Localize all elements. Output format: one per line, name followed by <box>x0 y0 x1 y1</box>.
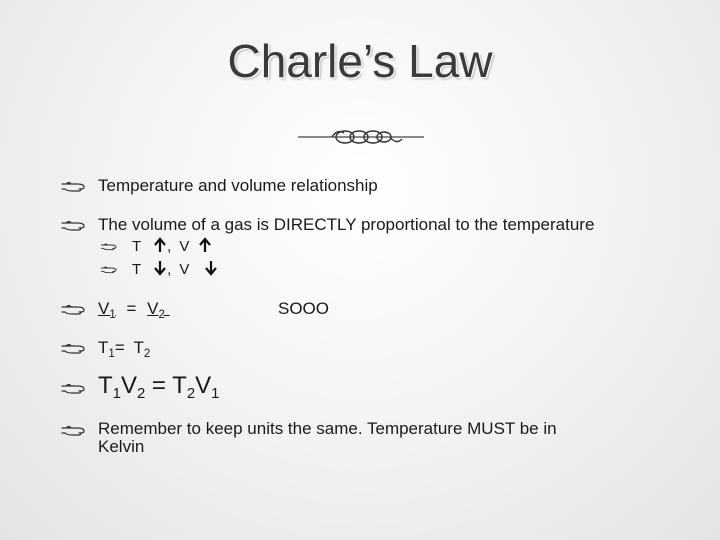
hand-pointing-right-icon <box>60 341 90 357</box>
equals-sign: = <box>114 338 125 357</box>
t-symbol: T <box>172 372 187 399</box>
ratio-numerator <box>98 299 170 322</box>
v-symbol: V <box>120 372 137 399</box>
v-symbol: V <box>98 299 110 318</box>
hand-pointing-right-icon <box>60 302 90 318</box>
hand-pointing-right-icon <box>100 263 120 277</box>
arrow-up-icon <box>198 237 212 253</box>
reminder-line-2: Kelvin <box>98 437 145 456</box>
sub-bullet-increase <box>132 237 212 255</box>
v-label: V <box>179 238 190 255</box>
reminder-line-1: Remember to keep units the same. Temperature MUST be in <box>98 419 557 438</box>
arrow-down-icon <box>153 260 167 276</box>
arrow-up-icon <box>153 237 167 253</box>
decorative-swirl-divider-icon <box>298 124 424 150</box>
slide-title: Charle’s Law <box>227 35 493 87</box>
v-subscript: 2 <box>158 309 165 322</box>
hand-pointing-right-icon <box>60 423 90 439</box>
v-subscript: 2 <box>136 386 146 403</box>
t-label: T <box>132 238 141 255</box>
sooo-note: SOOO <box>278 299 330 318</box>
t-symbol: T <box>98 372 113 399</box>
v-subscript: 1 <box>211 386 220 403</box>
t-subscript: 1 <box>108 348 115 361</box>
ratio-denominator <box>98 338 151 361</box>
v2-term <box>147 299 170 322</box>
v-symbol: V <box>195 372 212 399</box>
hand-pointing-right-icon <box>60 179 90 195</box>
v-subscript: 1 <box>109 309 116 322</box>
v1-term <box>98 299 116 322</box>
hand-pointing-right-icon <box>100 240 120 254</box>
t-subscript: 2 <box>186 386 196 403</box>
equals-sign: = <box>151 372 166 399</box>
equals-sign: = <box>126 299 137 318</box>
t-symbol: T <box>133 338 144 357</box>
arrow-down-icon <box>204 260 218 276</box>
t-subscript: 1 <box>112 386 121 403</box>
hand-pointing-right-icon <box>60 218 90 234</box>
t-subscript: 2 <box>143 348 151 361</box>
sub-bullet-decrease <box>132 260 218 278</box>
t-label: T <box>132 261 141 278</box>
hand-pointing-right-icon <box>60 381 90 397</box>
bullet-temperature-volume: Temperature and volume relationship <box>98 176 378 195</box>
separator: , <box>167 238 172 255</box>
cross-multiplied-equation <box>98 372 220 403</box>
t-symbol: T <box>98 338 109 357</box>
bullet-directly-proportional: The volume of a gas is DIRECTLY proportional to the temperature <box>98 215 595 234</box>
units-reminder <box>98 420 557 456</box>
v-label: V <box>179 261 190 278</box>
separator: , <box>167 261 172 278</box>
v-symbol: V <box>147 299 159 318</box>
